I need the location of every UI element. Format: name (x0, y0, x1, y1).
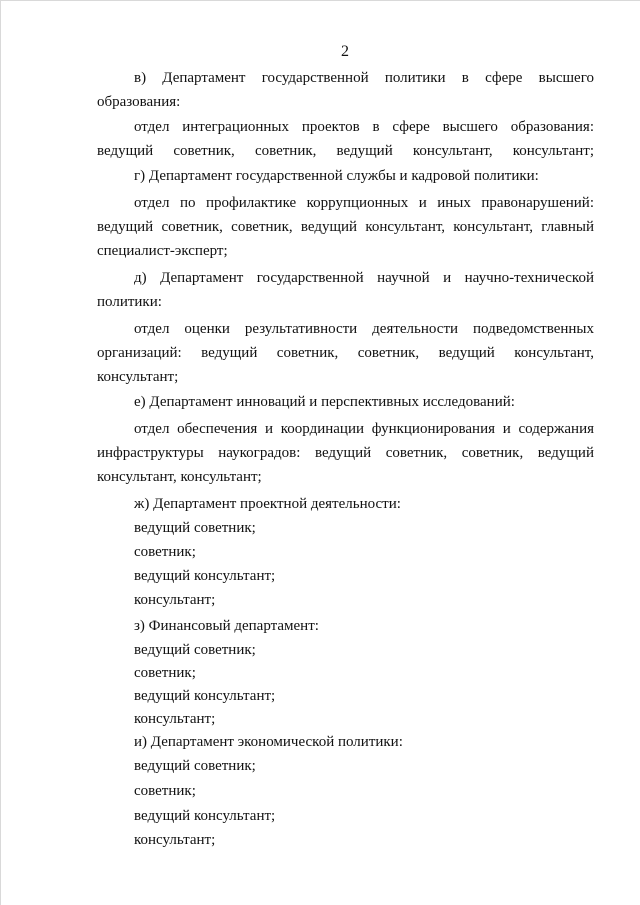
paragraph-line: з) Финансовый департамент: (134, 618, 319, 634)
paragraph-line: организаций: ведущий советник, советник, ведущий консультант, (97, 345, 594, 361)
paragraph-line: д) Департамент государственной научной и научно-технической (134, 270, 594, 286)
paragraph-line: отдел по профилактике коррупционных и иных правонарушений: (134, 195, 594, 211)
paragraph-line: консультант; (134, 592, 216, 608)
paragraph-line: инфраструктуры наукоградов: ведущий советник, советник, ведущий (97, 445, 594, 461)
paragraph-line: ведущий консультант; (134, 688, 276, 704)
paragraph-line: образования: (97, 94, 181, 110)
paragraph-line: ведущий советник; (134, 642, 256, 658)
paragraph-line: консультант; (134, 711, 216, 727)
paragraph-line: политики: (97, 294, 162, 310)
paragraph-line: и) Департамент экономической политики: (134, 734, 403, 750)
paragraph-line: ведущий консультант; (134, 808, 276, 824)
paragraph-line: отдел оценки результативности деятельности подведомственных (134, 321, 594, 337)
paragraph-line: консультант; (134, 832, 216, 848)
paragraph-line: ведущий советник; (134, 758, 256, 774)
paragraph-line: советник; (134, 665, 196, 681)
paragraph-line: консультант, консультант; (97, 469, 262, 485)
page-number: 2 (341, 43, 349, 60)
paragraph-line: советник; (134, 544, 196, 560)
paragraph-line: специалист-эксперт; (97, 243, 228, 259)
paragraph-line: советник; (134, 783, 196, 799)
paragraph-line: ведущий советник, советник, ведущий консультант, консультант; (97, 143, 594, 159)
paragraph-line: г) Департамент государственной службы и кадровой политики: (134, 168, 539, 184)
paragraph-line: ведущий консультант; (134, 568, 276, 584)
paragraph-line: консультант; (97, 369, 179, 385)
paragraph-line: ж) Департамент проектной деятельности: (134, 496, 401, 512)
paragraph-line: ведущий советник; (134, 520, 256, 536)
paragraph-line: е) Департамент инноваций и перспективных исследований: (134, 394, 515, 410)
paragraph-line: отдел обеспечения и координации функционирования и содержания (134, 421, 594, 437)
paragraph-line: ведущий советник, советник, ведущий консультант, консультант, главный (97, 219, 594, 235)
paragraph-line: в) Департамент государственной политики в сфере высшего (134, 70, 594, 86)
paragraph-line: отдел интеграционных проектов в сфере высшего образования: (134, 119, 594, 135)
